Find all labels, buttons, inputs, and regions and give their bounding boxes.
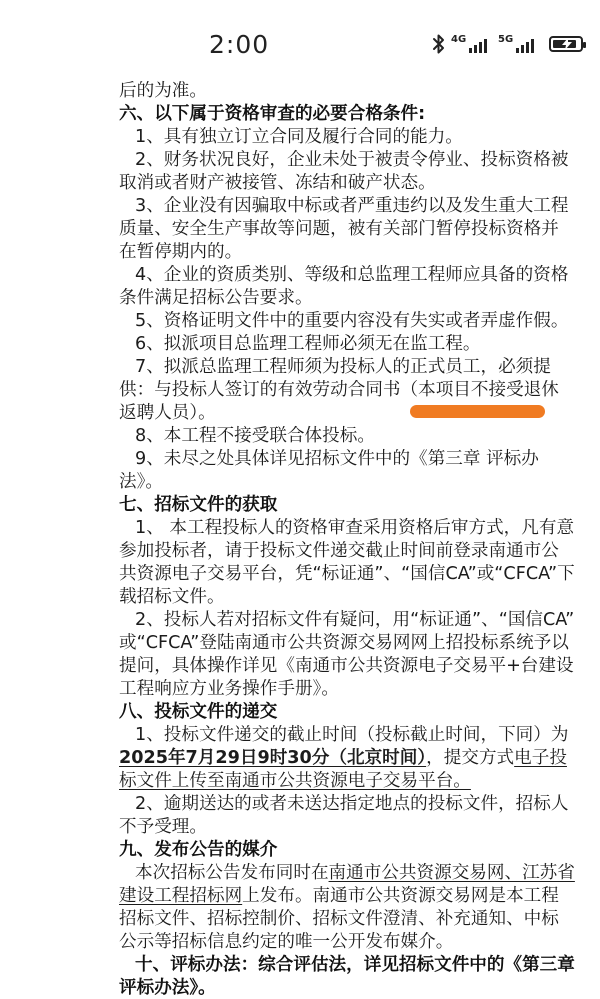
text-line: 条件满足招标公告要求。 <box>119 288 313 308</box>
text-line: 法》。 <box>119 472 163 492</box>
text-line: 1、投标文件递交的截止时间（投标截止时间，下同）为 <box>135 725 569 745</box>
text-line: 2、投标人若对招标文件有疑问，用“标证通”、“国信CA” <box>135 610 575 630</box>
text-line: 6、拟派项目总监理工程师必须无在监工程。 <box>135 334 481 354</box>
section-heading: 九、发布公告的媒介 <box>119 840 278 860</box>
text-line: 参加投标者，请于投标文件递交截止时间前登录南通市公 <box>119 541 559 561</box>
text-line: 公示等招标信息约定的唯一公开发布媒介。 <box>119 932 454 952</box>
text-line: 或“CFCA”登陆南通市公共资源交易网网上招投标系统予以 <box>119 633 569 653</box>
text-line: 4、企业的资质类别、等级和总监理工程师应具备的资格 <box>135 265 569 285</box>
text-line: 提问，具体操作详见《南通市公共资源电子交易平+台建设 <box>119 656 574 676</box>
section-heading: 六、以下属于资格审查的必要合格条件: <box>119 104 426 124</box>
underlined-text: 标文件上传至南通市公共资源电子交易平台。 <box>119 771 471 791</box>
text-line: 载招标文件。 <box>119 587 225 607</box>
text-line: 7、拟派总监理工程师须为投标人的正式员工，必须提 <box>135 357 551 377</box>
text-line <box>119 885 559 907</box>
underlined-text: 建设工程招标网 <box>119 886 243 906</box>
text-line: 后的为准。 <box>119 81 207 101</box>
text-segment: 上发布。南通市公共资源交易网是本工程 <box>242 886 559 906</box>
text-line: 9、未尽之处具体详见招标文件中的《第三章 评标办 <box>135 449 539 469</box>
text-line: 在暂停期内的。 <box>119 242 243 262</box>
section-heading: 八、投标文件的递交 <box>119 702 278 722</box>
text-segment: 本次招标公告发布同时在 <box>135 863 329 883</box>
section-heading: 七、招标文件的获取 <box>119 495 278 515</box>
text-line: 不予受理。 <box>119 817 207 837</box>
text-line: 取消或者财产被接管、冻结和破产状态。 <box>119 173 436 193</box>
text-line: 1、 本工程投标人的资格审查采用资格后审方式，凡有意 <box>135 518 575 538</box>
text-line: 2、财务状况良好，企业未处于被责令停业、投标资格被 <box>135 150 569 170</box>
text-line <box>135 862 575 884</box>
text-line: 1、具有独立订立合同及履行合同的能力。 <box>135 127 463 147</box>
underlined-text: 电子投 <box>514 748 567 768</box>
text-line: 8、本工程不接受联合体投标。 <box>135 426 375 446</box>
text-line <box>119 747 567 769</box>
text-line <box>119 770 471 792</box>
orange-highlight-stroke <box>410 405 545 418</box>
status-time: 2:00 <box>209 30 270 59</box>
text-segment: ，提交方式 <box>426 748 515 768</box>
text-line: 招标文件、招标控制价、招标文件澄清、补充通知、中标 <box>119 909 559 929</box>
network-type-5g: 5G <box>498 34 514 45</box>
text-line: 共资源电子交易平台，凭“标证通”、“国信CA”或“CFCA”下 <box>119 564 575 584</box>
underlined-text: 2025年7月29日9时30分（北京时间） <box>119 748 427 768</box>
text-line: 工程响应方业务操作手册》。 <box>119 679 339 699</box>
text-line: 供：与投标人签订的有效劳动合同书（本项目不接受退休 <box>119 380 559 400</box>
network-type-4g: 4G <box>451 34 467 45</box>
section-heading: 评标办法》。 <box>119 978 216 998</box>
text-line: 3、企业没有因骗取中标或者严重违约以及发生重大工程 <box>135 196 569 216</box>
text-line: 5、资格证明文件中的重要内容没有失实或者弄虚作假。 <box>135 311 569 331</box>
underlined-text: 南通市公共资源交易网、江苏省 <box>328 863 575 883</box>
section-heading: 十、评标办法：综合评估法，详见招标文件中的《第三章 <box>135 955 575 975</box>
text-line: 质量、安全生产事故等问题，被有关部门暂停投标资格并 <box>119 219 559 239</box>
text-line: 返聘人员）。 <box>119 403 216 423</box>
text-line: 2、逾期送达的或者未送达指定地点的投标文件，招标人 <box>135 794 569 814</box>
